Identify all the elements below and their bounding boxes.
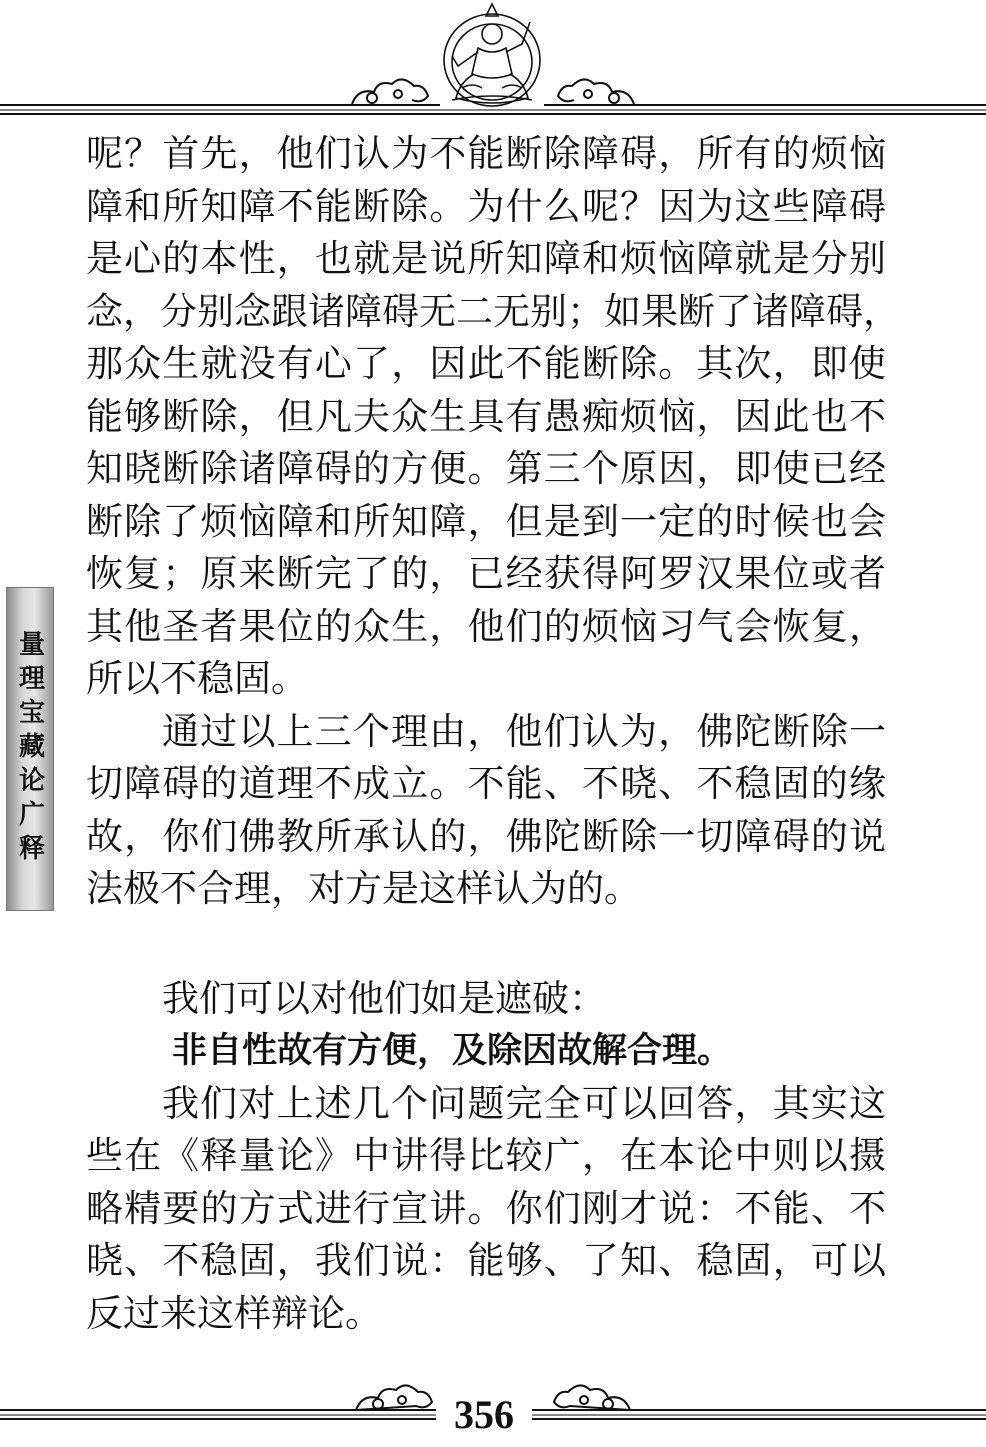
text-line: 断除了烦恼障和所知障，但是到一定的时候也会 <box>86 499 886 543</box>
text-line: 知晓断除诸障碍的方便。第三个原因，即使已经 <box>86 447 886 490</box>
text-line: 那众生就没有心了，因此不能断除。其次，即使 <box>86 342 886 385</box>
root-verse: 非自性故有方便，及除因故解合理。 <box>172 1031 733 1071</box>
text-line: 能够断除，但凡夫众生具有愚痴烦恼，因此也不 <box>86 394 886 438</box>
text-line: 反过来这样辩论。 <box>86 1291 382 1335</box>
paragraph-gap <box>86 916 886 973</box>
page-body <box>86 128 900 1340</box>
page-number: 356 <box>436 1390 532 1440</box>
text-line: 呢？首先，他们认为不能断除障碍，所有的烦恼 <box>86 132 886 175</box>
text-line: 其他圣者果位的众生，他们的烦恼习气会恢复， <box>86 604 886 648</box>
text-line: 法极不合理，对方是这样认为的。 <box>86 867 641 910</box>
text-line: 通过以上三个理由，他们认为，佛陀断除一 <box>162 709 886 753</box>
text-line: 念，分别念跟诸障碍无二无别；如果断了诸障碍， <box>86 289 900 333</box>
text-line: 切障碍的道理不成立。不能、不晓、不稳固的缘 <box>86 762 886 805</box>
header-ornament <box>0 0 986 122</box>
text-line: 是心的本性，也就是说所知障和烦恼障就是分别 <box>86 237 886 280</box>
book-title: 量理宝藏论广释 <box>14 630 45 868</box>
text-line: 些在《释量论》中讲得比较广，在本论中则以摄 <box>86 1134 886 1177</box>
text-line: 我们对上述几个问题完全可以回答，其实这 <box>162 1081 886 1125</box>
text-line: 晓、不稳固，我们说：能够、了知、稳固，可以 <box>86 1239 886 1282</box>
text-line: 略精要的方式进行宣讲。你们刚才说：不能、不 <box>86 1186 886 1230</box>
text-line: 我们可以对他们如是遮破： <box>162 976 606 1020</box>
book-title-tab <box>6 587 54 911</box>
text-line: 故，你们佛教所承认的，佛陀断除一切障碍的说 <box>86 814 886 858</box>
text-line: 恢复；原来断完了的，已经获得阿罗汉果位或者 <box>86 552 886 595</box>
deity-figure-icon <box>0 0 986 122</box>
text-line: 障和所知障不能断除。为什么呢？因为这些障碍 <box>86 184 886 228</box>
text-line: 所以不稳固。 <box>86 657 308 700</box>
